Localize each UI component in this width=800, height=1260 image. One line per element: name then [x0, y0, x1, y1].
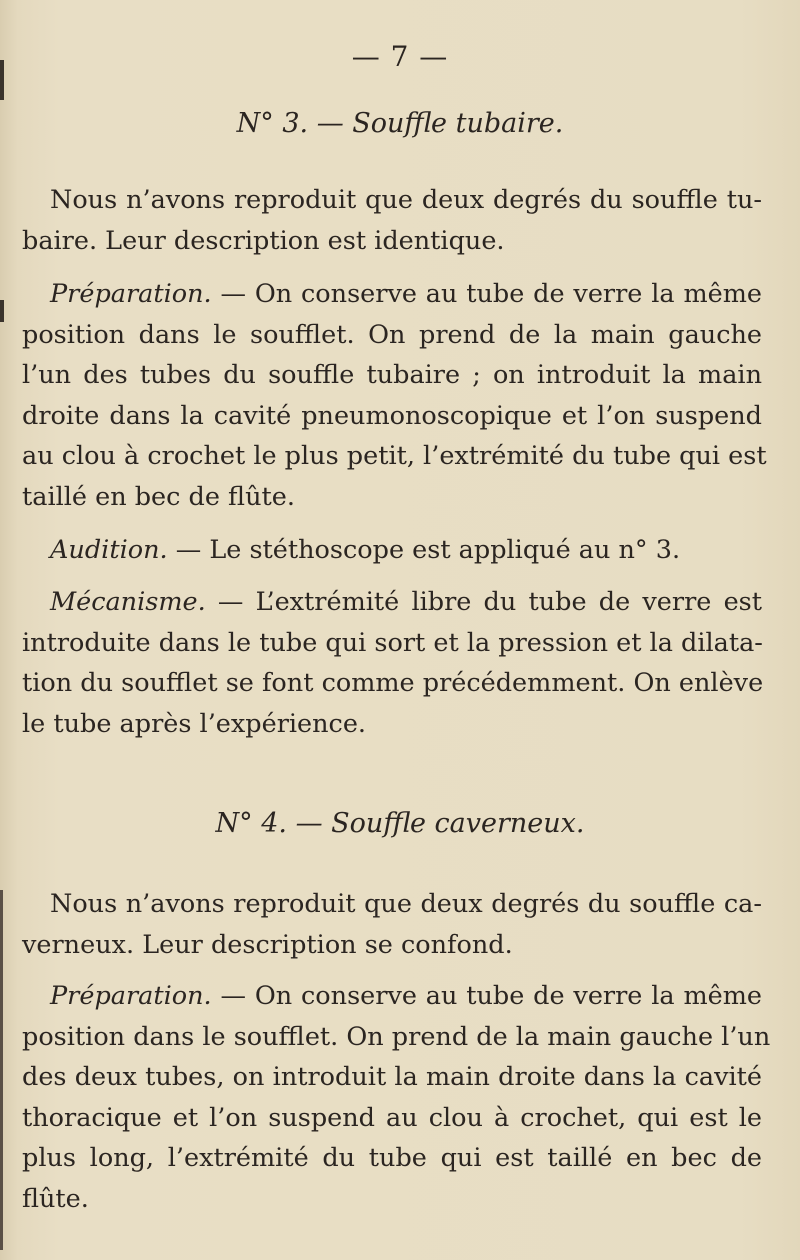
paragraph-tubaire-mecanisme — [22, 582, 762, 744]
paragraph-tubaire-audition — [22, 530, 762, 571]
text-line: baire. Leur description est identique. — [22, 225, 505, 256]
paragraph-tubaire-preparation — [22, 274, 767, 518]
page-edge-mark-middle — [0, 300, 4, 322]
text-line: tion du soufflet se font comme précédemment. On enlève — [22, 668, 764, 699]
lead-label-audition: Audition. — [50, 535, 168, 565]
text-line: droite dans la cavité pneumonoscopique et l’on suspend — [22, 400, 762, 431]
text-line: Préparation. — On conserve au tube de verre la même — [50, 981, 762, 1011]
paragraph-tubaire-intro — [22, 180, 762, 261]
lead-label-preparation: Préparation. — [50, 981, 212, 1011]
lead-label-preparation: Préparation. — [50, 279, 212, 309]
text-line: taillé en bec de flûte. — [22, 481, 295, 512]
paragraph-caverneux-intro — [22, 884, 762, 965]
section-title-souffle-tubaire: N° 3. — Souffle tubaire. — [236, 108, 564, 139]
paragraph-caverneux-preparation — [22, 976, 771, 1220]
text-line: Préparation. — On conserve au tube de verre la même — [50, 279, 762, 309]
text-line: le tube après l’expérience. — [22, 708, 367, 739]
text-line: flûte. — [22, 1183, 89, 1214]
text-line: Audition. — Le stéthoscope est appliqué au n° 3. — [50, 535, 681, 565]
lead-label-mecanisme: Mécanisme. — [50, 587, 206, 617]
text-line: Mécanisme. — L’extrémité libre du tube de verre est — [50, 587, 762, 617]
text-line: l’un des tubes du souffle tubaire ; on introduit la main — [22, 360, 762, 391]
text-line: plus long, l’extrémité du tube qui est taillé en bec de — [22, 1143, 762, 1174]
text-line: thoracique et l’on suspend au clou à crochet, qui est le — [22, 1102, 762, 1133]
text-line: position dans le soufflet. On prend de la main gauche l’un — [22, 1021, 771, 1052]
page-number: — 7 — — [351, 40, 449, 73]
text-line: verneux. Leur description se confond. — [22, 929, 513, 960]
page-edge-mark-bottom — [0, 890, 3, 1250]
text-line: des deux tubes, on introduit la main droite dans la cavité — [22, 1062, 762, 1093]
text-line: au clou à crochet le plus petit, l’extrémité du tube qui est — [22, 441, 767, 472]
text-line: Nous n’avons reproduit que deux degrés du souffle tu- — [50, 185, 762, 215]
section-title-souffle-caverneux: N° 4. — Souffle caverneux. — [215, 808, 585, 839]
text-line: introduite dans le tube qui sort et la pression et la dilata- — [22, 627, 763, 658]
text-line: position dans le soufflet. On prend de la main gauche — [22, 319, 762, 350]
text-line: Nous n’avons reproduit que deux degrés du souffle ca- — [50, 889, 762, 919]
